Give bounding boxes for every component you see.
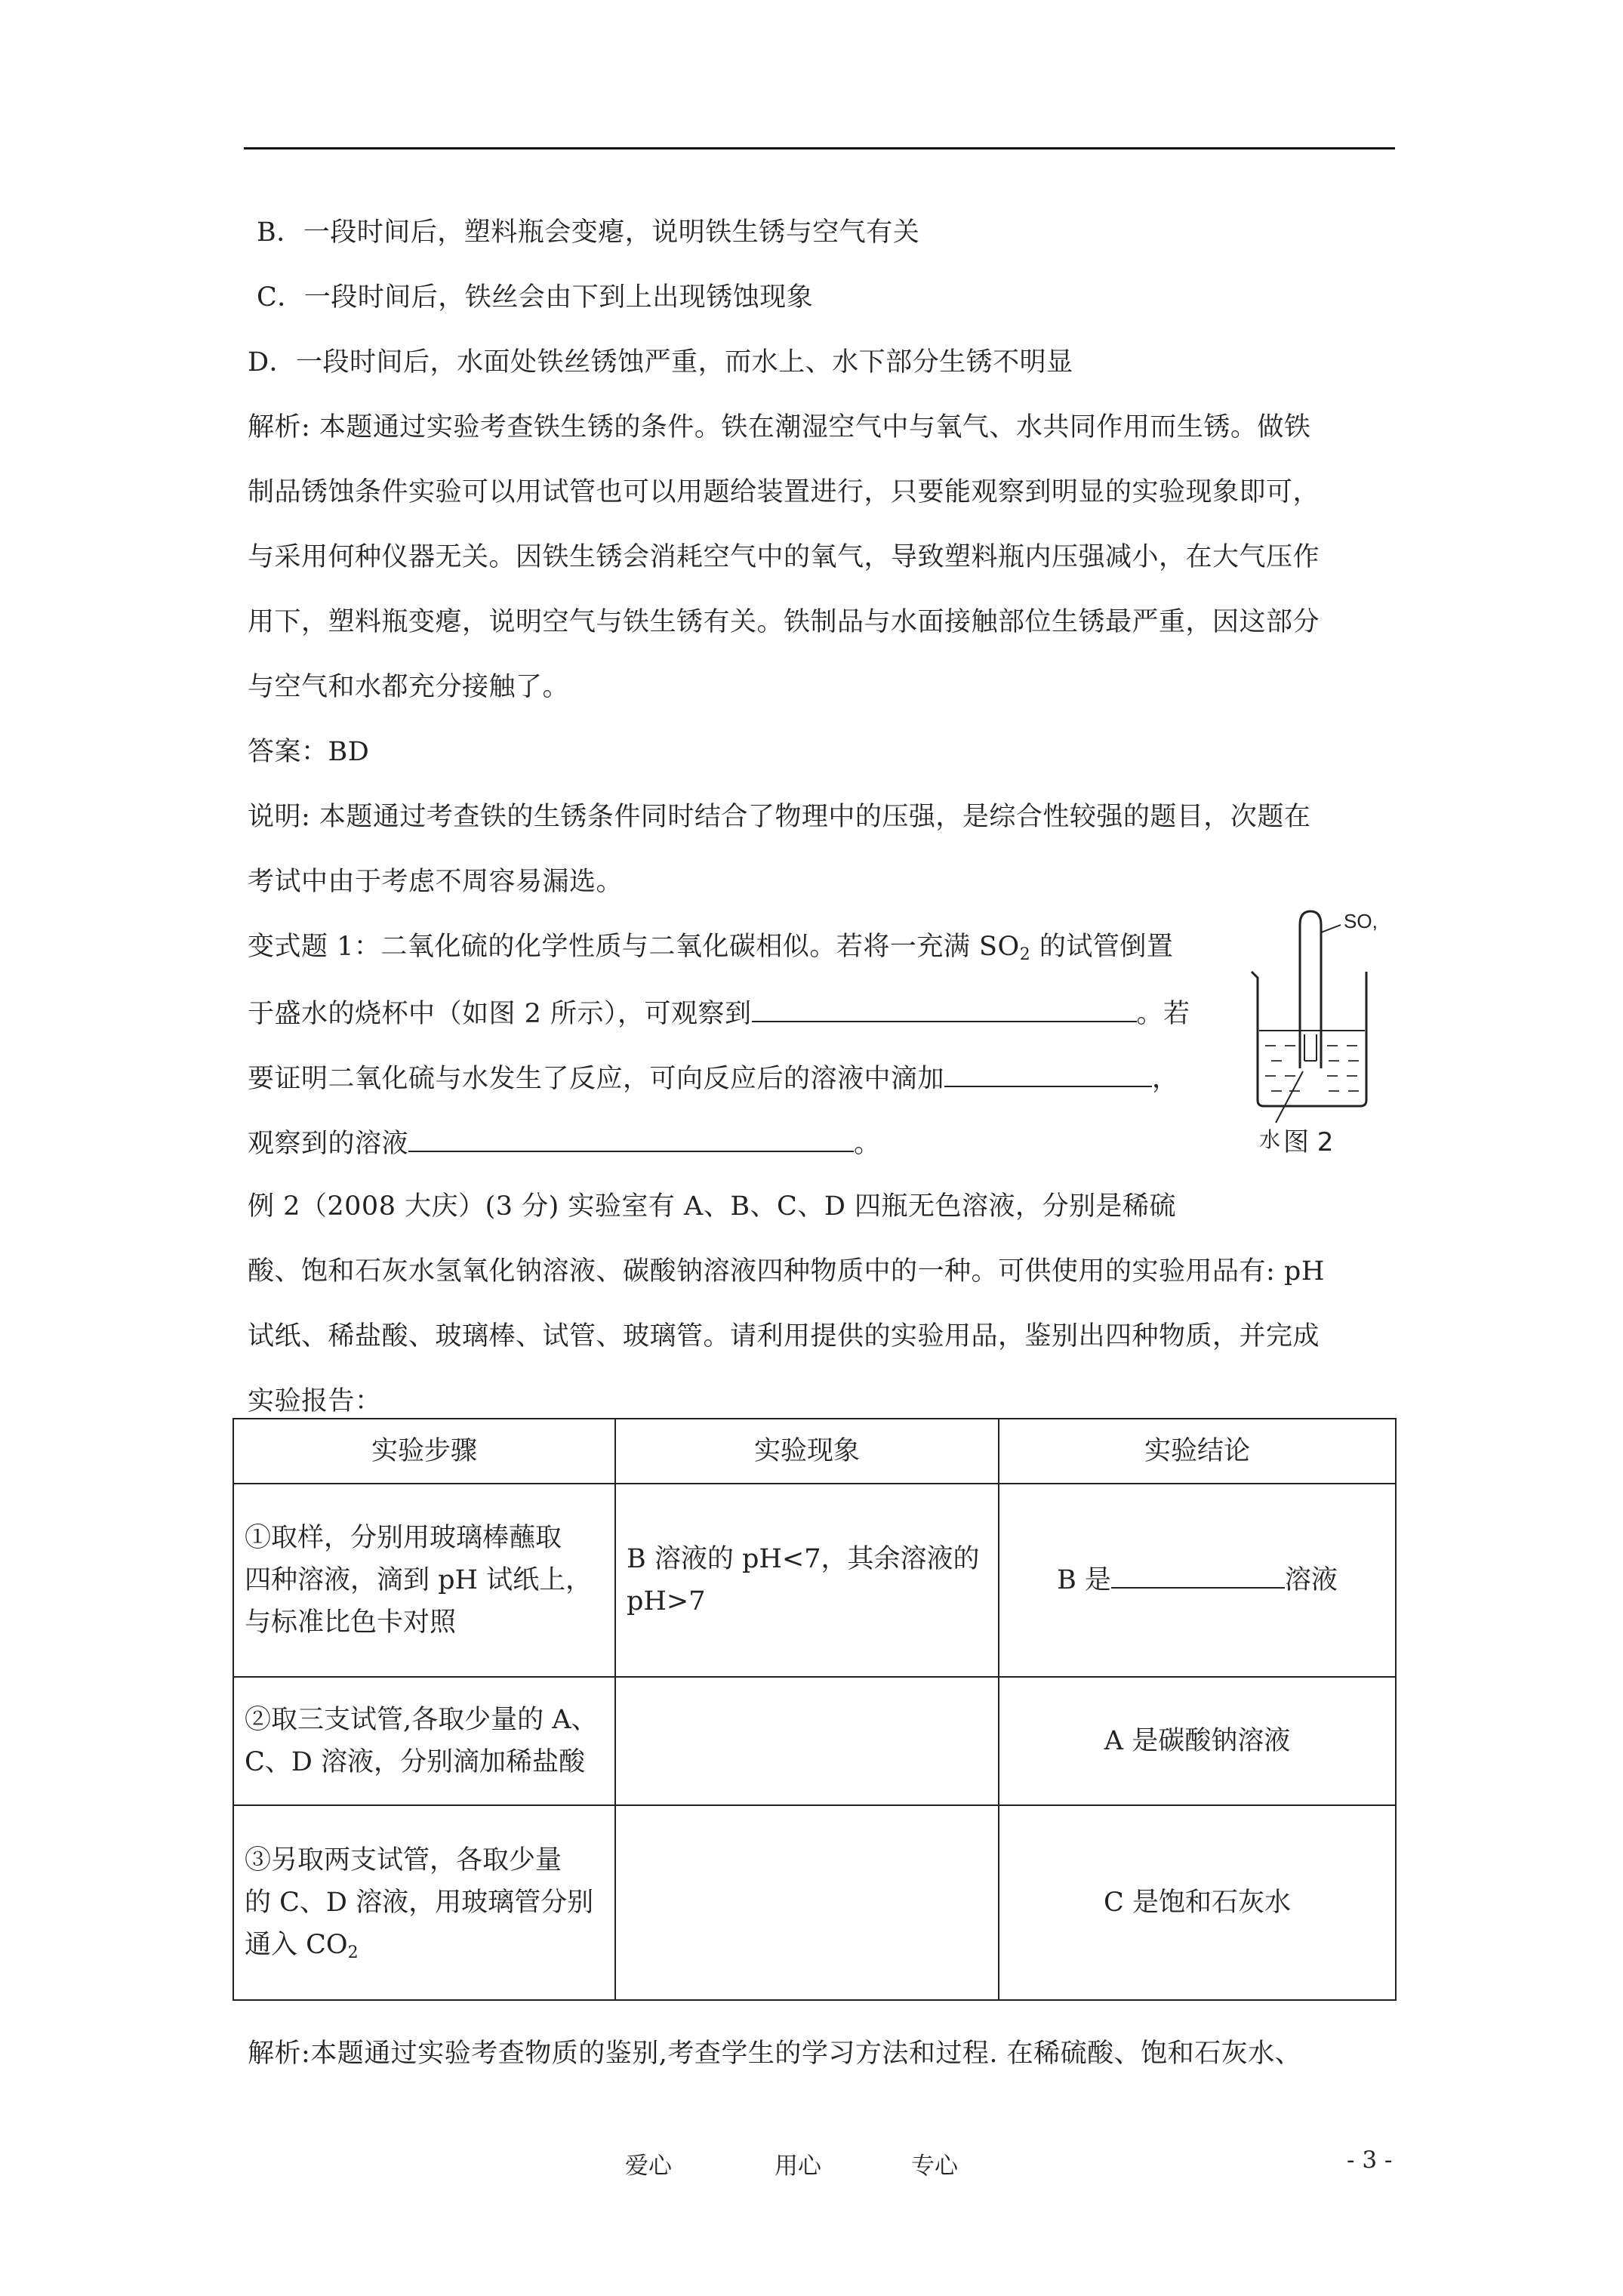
example2-line: 试纸、稀盐酸、玻璃棒、试管、玻璃管。请利用提供的实验用品，鉴别出四种物质，并完成 — [248, 1321, 1320, 1351]
water-label: 水 — [1259, 1127, 1281, 1151]
gas-leader — [1321, 925, 1341, 932]
step-text: C、D 溶液，分别滴加稀盐酸 — [245, 1747, 585, 1777]
example2-line: 例 2（2008 大庆）(3 分) 实验室有 A、B、C、D 四瓶无色溶液，分别是稀硫 — [248, 1191, 1177, 1222]
analysis1-line: 制品锈蚀条件实验可以用试管也可以用题给装置进行，只要能观察到明显的实验现象即可， — [248, 477, 1320, 507]
footer-text: 用心 — [775, 2153, 821, 2180]
variant-text: 于盛水的烧杯中（如图 2 所示），可观察到 — [248, 999, 752, 1029]
step-cell — [233, 1677, 615, 1805]
analysis1-line: 用下，塑料瓶变瘪，说明空气与铁生锈有关。铁制品与水面接触部位生锈最严重，因这部分 — [248, 607, 1320, 637]
option-d: D．一段时间后，水面处铁丝锈蚀严重，而水上、水下部分生锈不明显 — [248, 347, 1073, 378]
subscript: 2 — [1019, 945, 1031, 964]
table-header-row — [233, 1419, 1396, 1484]
table-row — [233, 1805, 1396, 2000]
answer-blank[interactable] — [752, 997, 1137, 1022]
step-text: ③另取两支试管，各取少量 — [245, 1845, 562, 1875]
example2-line: 实验报告： — [248, 1386, 382, 1416]
beaker-figure — [1221, 902, 1403, 1151]
gas-label: SO, — [1344, 910, 1378, 932]
step-text: 四种溶液，滴到 pH 试纸上， — [245, 1565, 593, 1595]
step-text: 的 C、D 溶液，用玻璃管分别 — [245, 1888, 594, 1918]
analysis1-line: 与空气和水都充分接触了。 — [248, 672, 570, 702]
conclusion-cell: A 是碳酸钠溶液 — [999, 1677, 1396, 1805]
variant-line-2 — [248, 997, 1190, 1029]
header-observation: 实验现象 — [615, 1419, 999, 1484]
variant-line-4 — [248, 1126, 881, 1159]
step-text: ①取样，分别用玻璃棒蘸取 — [245, 1523, 562, 1553]
variant-text: 变式题 1：二氧化硫的化学性质与二氧化碳相似。若将一充满 SO — [248, 932, 1020, 962]
option-c: C．一段时间后，铁丝会由下到上出现锈蚀现象 — [257, 282, 814, 313]
variant-text: 要证明二氧化硫与水发生了反应，可向反应后的溶液中滴加 — [248, 1064, 945, 1094]
step-text: ②取三支试管,各取少量的 A、 — [245, 1705, 598, 1735]
water-leader — [1276, 1071, 1303, 1123]
note-line: 考试中由于考虑不周容易漏选。 — [248, 867, 624, 897]
analysis2-line: 解析:本题通过实验考查物质的鉴别,考查学生的学习方法和过程. 在稀硫酸、饱和石灰水、 — [248, 2039, 1302, 2069]
observation-cell[interactable] — [615, 1677, 999, 1805]
answer-line: 答案：BD — [248, 737, 370, 767]
conclusion-cell: C 是饱和石灰水 — [999, 1805, 1396, 2000]
conclusion-cell — [999, 1484, 1396, 1677]
conclusion-text: 溶液 — [1284, 1565, 1338, 1595]
note-line: 说明: 本题通过考查铁的生锈条件同时结合了物理中的压强，是综合性较强的题目，次题在 — [248, 802, 1311, 832]
analysis1-line: 与采用何种仪器无关。因铁生锈会消耗空气中的氧气，导致塑料瓶内压强减小，在大气压作 — [248, 542, 1320, 572]
experiment-table — [233, 1418, 1397, 2001]
variant-text: ， — [1152, 1064, 1179, 1094]
footer-text: 专心 — [911, 2153, 958, 2180]
variant-text: 。 — [854, 1129, 881, 1159]
test-tube — [1300, 911, 1321, 1068]
water-hatching — [1265, 1046, 1359, 1091]
observation-cell[interactable] — [615, 1805, 999, 2000]
header-conclusion: 实验结论 — [999, 1419, 1396, 1484]
observation-text: B 溶液的 pH<7，其余溶液的 — [627, 1544, 980, 1574]
page-number: - 3 - — [1347, 2147, 1393, 2174]
variant-line-1 — [248, 932, 1173, 962]
answer-blank[interactable] — [944, 1062, 1152, 1087]
observation-cell — [615, 1484, 999, 1677]
answer-blank[interactable] — [1111, 1563, 1285, 1589]
variant-line-3 — [248, 1062, 1179, 1094]
analysis1-line: 解析: 本题通过实验考查铁生锈的条件。铁在潮湿空气中与氧气、水共同作用而生锈。做铁 — [248, 412, 1311, 442]
step-text: 通入 CO — [245, 1930, 348, 1960]
step-cell — [233, 1484, 615, 1677]
answer-blank[interactable] — [408, 1126, 854, 1152]
subscript: 2 — [347, 1943, 359, 1962]
option-b: B．一段时间后，塑料瓶会变瘪，说明铁生锈与空气有关 — [257, 217, 920, 248]
variant-text: 的试管倒置 — [1030, 932, 1174, 962]
step-cell — [233, 1805, 615, 2000]
variant-text: 。若 — [1136, 999, 1190, 1029]
table-row — [233, 1484, 1396, 1677]
example2-line: 酸、饱和石灰水氢氧化钠溶液、碳酸钠溶液四种物质中的一种。可供使用的实验用品有: pH — [248, 1256, 1325, 1287]
step-text — [245, 1924, 604, 1966]
variant-text: 观察到的溶液 — [248, 1129, 409, 1159]
table-row — [233, 1677, 1396, 1805]
beaker-outline — [1252, 972, 1366, 1106]
header-step: 实验步骤 — [233, 1419, 615, 1484]
figure-caption: 图 2 — [1283, 1127, 1334, 1157]
footer-text: 爱心 — [625, 2153, 672, 2180]
observation-text: pH>7 — [627, 1586, 706, 1616]
conclusion-text: B 是 — [1057, 1565, 1111, 1595]
step-text: 与标准比色卡对照 — [245, 1607, 457, 1638]
header-rule — [244, 147, 1395, 149]
